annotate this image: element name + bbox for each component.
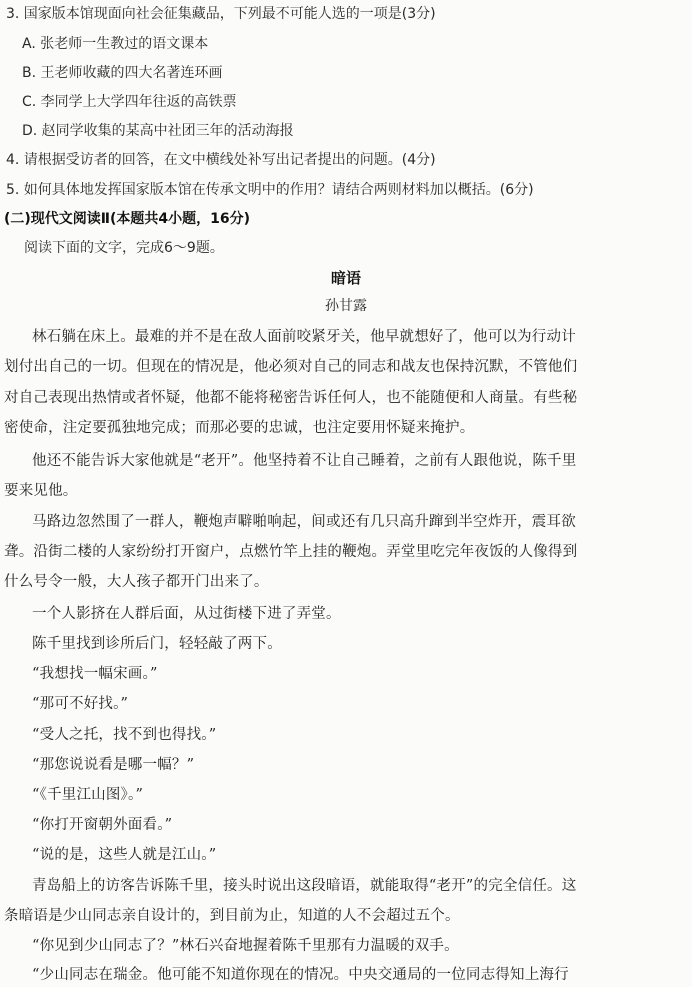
paragraph-line: 聋。沿街二楼的人家纷纷打开窗户，点燃竹竿上挂的鞭炮。弄堂里吃完年夜饭的人像得到 [4,544,578,560]
article-author: 孙甘露 [325,298,367,314]
dialogue-line: “那可不好找。” [32,696,129,712]
option-c: C. 李同学上大学四年往返的高铁票 [22,94,237,110]
dialogue-line: “少山同志在瑞金。他可能不知道你现在的情况。中央交通局的一位同志得知上海行 [32,967,569,983]
question-3: 3. 国家版本馆现面向社会征集藏品，下列最不可能人选的一项是(3分) [6,6,436,22]
article-title: 暗语 [330,269,361,287]
option-b: B. 王老师收藏的四大名著连环画 [22,65,223,81]
paragraph-line: 划付出自己的一切。但现在的情况是，他必须对自己的同志和战友也保持沉默，不管他们 [4,359,578,375]
paragraph-line: 要来见他。 [4,483,78,499]
dialogue-line: “《千里江山图》。” [32,787,144,803]
option-d: D. 赵同学收集的某高中社团三年的活动海报 [22,123,294,139]
option-a: A. 张老师一生教过的语文课本 [22,36,209,52]
section-heading: (二)现代文阅读Ⅱ(本题共4小题，16分) [4,211,251,227]
question-5: 5. 如何具体地发挥国家版本馆在传承文明中的作用？请结合两则材料加以概括。(6分) [6,182,534,198]
paragraph-line: 条暗语是少山同志亲自设计的，到目前为止，知道的人不会超过五个。 [4,908,460,924]
question-4: 4. 请根据受访者的回答，在文中横线处补写出记者提出的问题。(4分) [6,152,436,168]
paragraph-line: 陈千里找到诊所后门，轻轻敲了两下。 [32,636,282,652]
dialogue-line: “说的是，这些人就是江山。” [32,847,217,863]
paragraph-line: 他还不能告诉大家他就是“老开”。他坚持着不让自己睡着，之前有人跟他说，陈千里 [32,453,577,469]
paragraph-line: 马路边忽然围了一群人，鞭炮声噼啪响起，间或还有几只高升蹿到半空炸开，震耳欲 [32,514,576,530]
dialogue-line: “你见到少山同志了？”林石兴奋地握着陈千里那有力温暖的双手。 [32,938,459,954]
dialogue-line: “受人之托，找不到也得找。” [32,727,217,743]
paragraph-line: 密使命，注定要孤独地完成；而那必要的忠诚，也注定要用怀疑来掩护。 [4,420,475,436]
dialogue-line: “那您说说看是哪一幅？” [32,757,195,773]
paragraph-line: 林石躺在床上。最难的并不是在敌人面前咬紧牙关，他早就想好了，他可以为行动计 [32,329,576,345]
section-intro: 阅读下面的文字，完成6～9题。 [24,240,224,256]
paragraph-line: 一个人影挤在人群后面，从过街楼下进了弄堂。 [32,606,341,622]
paragraph-line: 什么号令一般，大人孩子都开门出来了。 [4,574,269,590]
dialogue-line: “我想找一幅宋画。” [32,666,158,682]
paragraph-line: 对自己表现出热情或者怀疑，他都不能将秘密告诉任何人，也不能随便和人商量。有些秘 [4,390,578,406]
paragraph-line: 青岛船上的访客告诉陈千里，接头时说出这段暗语，就能取得“老开”的完全信任。这 [32,878,577,894]
dialogue-line: “你打开窗朝外面看。” [32,817,173,833]
